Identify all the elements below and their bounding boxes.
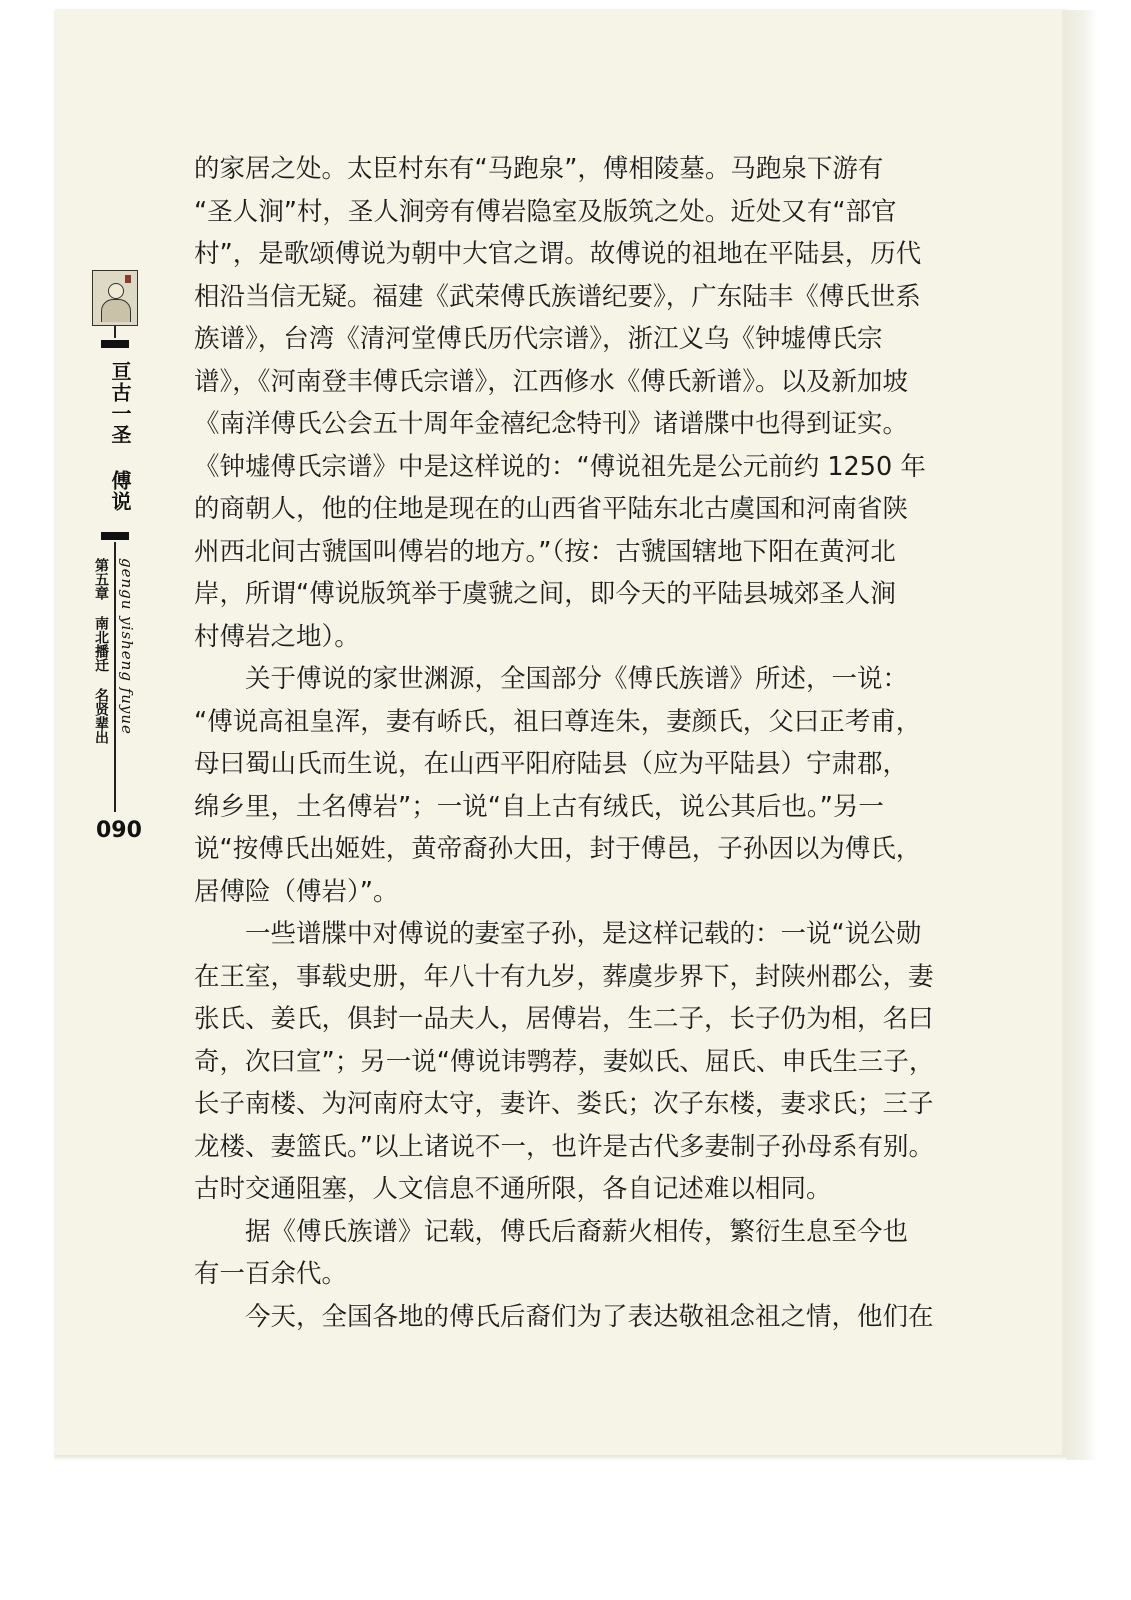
text-line: 居傅险（傅岩）”。 [194, 876, 399, 907]
sidebar [86, 270, 146, 870]
sidebar-rule-top [114, 326, 116, 338]
seal-mark [125, 275, 131, 283]
text-line: 相沿当信无疑。福建《武荣傅氏族谱纪要》，广东陆丰《傅氏世系 [194, 281, 921, 312]
text-line: 谱》，《河南登丰傅氏宗谱》，江西修水《傅氏新谱》。以及新加坡 [194, 366, 909, 397]
text-line: 族谱》，台湾《清河堂傅氏历代宗谱》，浙江义乌《钟墟傅氏宗 [194, 324, 883, 354]
text-line: 《钟墟傅氏宗谱》中是这样说的：“傅说祖先是公元前约 1250 年 [194, 451, 926, 482]
portrait-body [101, 299, 131, 322]
text-line: 有一百余代。 [194, 1259, 348, 1289]
chapter-title: 第五章 南北播迁 名贤辈出 [93, 558, 109, 744]
text-line: 村”，是歌颂傅说为朝中大官之谓。故傅说的祖地在平陆县，历代 [194, 239, 922, 269]
text-line: 龙楼、妻篮氏。”以上诸说不一，也许是古代多妻制子孙母系有别。 [194, 1131, 934, 1162]
text-line: 古时交通阻塞，人文信息不通所限，各自记述难以相同。 [194, 1174, 832, 1204]
text-line: 岸，所谓“傅说版筑举于虞虢之间，即今天的平陆县城郊圣人涧 [194, 579, 896, 609]
page-bottom-shadow [55, 1455, 1067, 1461]
text-line: “傅说高祖皇浑，妻有峤氏，祖曰尊连朱，妻颜氏，父曰正考甫， [194, 706, 922, 737]
text-line: “圣人涧”村，圣人涧旁有傅岩隐室及版筑之处。近处又有“部官 [194, 196, 897, 227]
text-line: 奇，次曰宣”；另一说“傅说讳鹗荐，妻姒氏、屈氏、申氏生三子， [194, 1046, 935, 1077]
text-line: 张氏、姜氏，俱封一品夫人，居傅岩，生二子，长子仍为相，名曰 [194, 1004, 934, 1034]
text-line: 一些谱牒中对傅说的妻室子孙，是这样记载的：一说“说公勋 [194, 919, 922, 949]
text-line: 的家居之处。太臣村东有“马跑泉”，傅相陵墓。马跑泉下游有 [194, 154, 884, 184]
text-line: 今天，全国各地的傅氏后裔们为了表达敬祖念祖之情，他们在 [194, 1301, 934, 1332]
page-number: 090 [96, 818, 142, 843]
text-line: 绵乡里，土名傅岩”；一说“自上古有绒氏，说公其后也。”另一 [194, 791, 884, 822]
text-line: 村傅岩之地）。 [194, 621, 360, 652]
book-title: 亘古一圣 傅说 [108, 360, 132, 512]
text-line: 母曰蜀山氏而生说，在山西平阳府陆县（应为平陆县）宁肃郡， [194, 749, 909, 779]
text-line: 《南洋傅氏公会五十周年金禧纪念特刊》诸谱牒中也得到证实。 [194, 409, 909, 439]
page-edge-shadow [1062, 10, 1098, 1460]
text-line: 州西北间古虢国叫傅岩的地方。”（按：古虢国辖地下阳在黄河北 [194, 536, 896, 567]
text-line: 的商朝人，他的住地是现在的山西省平陆东北古虞国和河南省陕 [194, 494, 909, 524]
text-line: 长子南楼、为河南府太守，妻许、娄氏；次子东楼，妻求氏；三子 [194, 1089, 934, 1119]
portrait-head [108, 283, 124, 299]
text-line: 关于傅说的家世渊源，全国部分《傅氏族谱》所述，一说： [194, 664, 909, 694]
book-title-pinyin: gengu yisheng fuyue [118, 558, 136, 735]
body-text [194, 148, 954, 1338]
portrait-icon [92, 270, 138, 326]
text-line: 在王室，事载史册，年八十有九岁，葬虞步界下，封陕州郡公，妻 [194, 961, 934, 992]
text-line: 据《傅氏族谱》记载，傅氏后裔薪火相传，繁衍生息至今也 [194, 1216, 909, 1247]
bracket-bottom [101, 532, 129, 540]
text-line: 说“按傅氏出姬姓，黄帝裔孙大田，封于傅邑，子孙因以为傅氏， [194, 834, 922, 864]
